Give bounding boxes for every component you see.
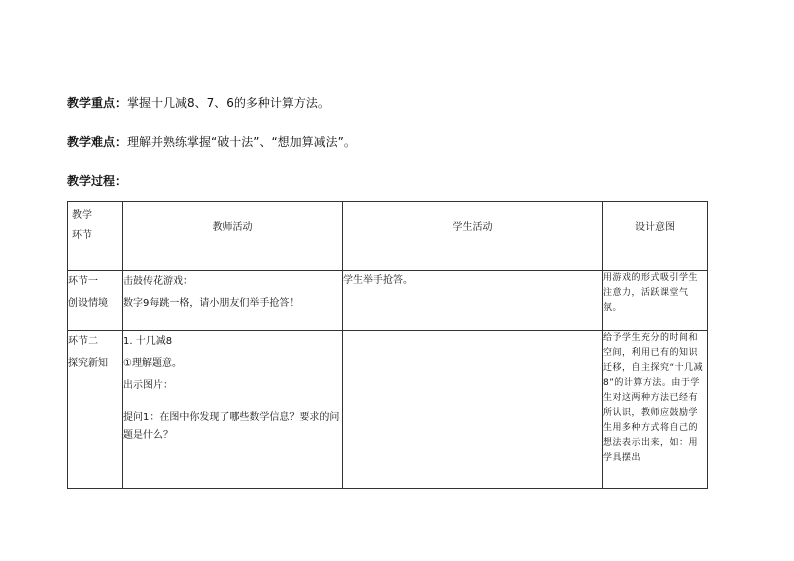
stage-title: 探究新知	[68, 358, 108, 369]
stage-cell	[68, 271, 123, 331]
header-stage-line1: 教学	[72, 210, 92, 221]
header-stage-line2: 环节	[72, 230, 92, 241]
design-intent-cell: 给予学生充分的时间和空间，利用已有的知识迁移，自主探究“十几减8”的计算方法。由于学生对这两种方法已经有所认识，教师应鼓励学生用多种方式将自己的想法表示出来，如：用学具摆出	[603, 331, 708, 489]
header-student: 学生活动	[343, 202, 603, 271]
teacher-line: 出示图片：	[123, 380, 173, 391]
teacher-line: 数字9每跳一格，请小朋友们举手抢答！	[123, 298, 300, 309]
table-row	[68, 331, 708, 489]
design-intent-cell: 用游戏的形式吸引学生注意力，活跃课堂气氛。	[603, 271, 708, 331]
key-points-label: 教学重点：	[67, 96, 128, 110]
difficulties-text: 理解并熟练掌握“破十法”、“想加算减法”。	[127, 135, 356, 149]
table-row	[68, 271, 708, 331]
difficulties-line	[67, 133, 356, 150]
teacher-activity-cell	[123, 331, 343, 489]
image-placeholder	[123, 397, 342, 409]
header-stage	[68, 202, 123, 271]
stage-cell	[68, 331, 123, 489]
process-heading: 教学过程：	[67, 174, 128, 188]
teacher-activity-cell	[123, 271, 343, 331]
student-activity-cell: 学生举手抢答。	[343, 271, 603, 331]
stage-title: 创设情境	[68, 298, 108, 309]
teacher-line: 1. 十几减8	[123, 336, 173, 347]
difficulties-label: 教学难点：	[67, 135, 128, 149]
key-points-line	[67, 94, 330, 111]
teacher-line: 击鼓传花游戏：	[123, 276, 193, 287]
stage-name: 环节一	[68, 276, 98, 287]
teacher-line: 提问1：在图中你发现了哪些数学信息？要求的问题是什么？	[123, 412, 340, 441]
lesson-plan-table	[67, 201, 708, 489]
table-header-row	[68, 202, 708, 271]
teacher-line: ①理解题意。	[123, 358, 182, 369]
header-intent: 设计意图	[603, 202, 708, 271]
header-teacher: 教师活动	[123, 202, 343, 271]
key-points-text: 掌握十几减8、7、6的多种计算方法。	[127, 96, 330, 110]
stage-name: 环节二	[68, 336, 98, 347]
student-activity-cell	[343, 331, 603, 489]
